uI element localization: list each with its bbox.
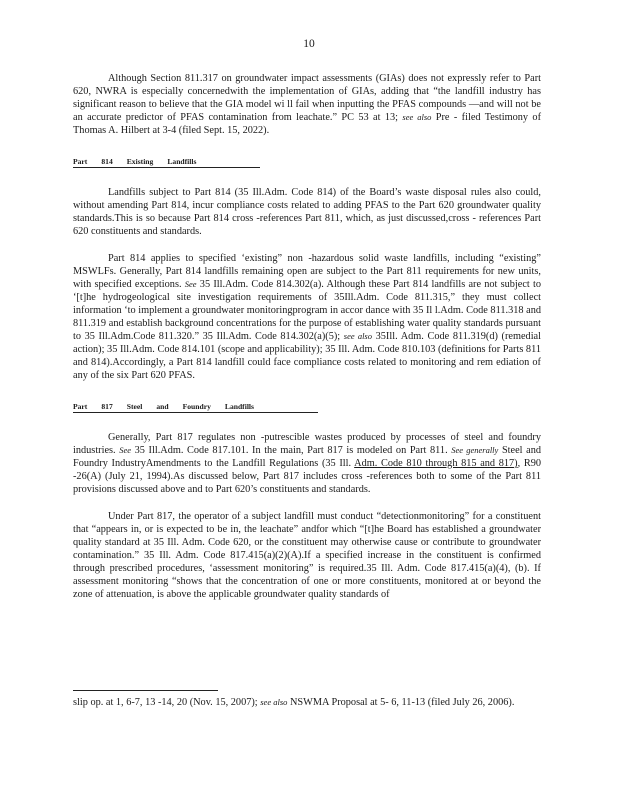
section-heading-part-817 (73, 401, 318, 413)
paragraph-text: Pre - filed Testimony of Thomas A. Hilbert at 3-4 (filed Sept. 15, 2022). (73, 112, 542, 136)
citation-signal: see also (260, 697, 288, 707)
citation-signal: See generally (451, 445, 499, 455)
heading-word: Part (73, 402, 88, 411)
heading-word: 814 (101, 157, 113, 166)
footnote (73, 696, 541, 709)
heading-word: Existing (126, 157, 154, 166)
page-number: 10 (303, 38, 315, 50)
paragraph-text: 35 Ill.Adm. Code 817.101. In the main, Part 817 is modeled on Part 811. (134, 445, 448, 456)
paragraph-text: Although Section 811.317 on groundwater impact assessments (GIAs) does not expressly refer to Part 620, NWRA is especially concernedwith the implementation of GIAs, adding that “the landfill industry has significant reason to believe that the GIA model wi ll fail when inputting the PFAS compounds —and will not be an accurate predictor of PFAS contamination from leachate.” PC 53 at 13; (73, 73, 541, 123)
heading-word: Part (73, 157, 88, 166)
heading-word: and (156, 402, 169, 411)
paragraph-text: Steel and Foundry IndustryAmendments to the Landfill Regulations (35 Ill. (73, 445, 541, 469)
footnote-separator (73, 690, 218, 691)
paragraph-text: Part 814 applies to specified ‘existing” non -hazardous solid waste landfills, including “existing” MSWLFs. Generally, Part 814 landfills remaining open are subject to the Part 811 requirements for new units, with specified exceptions. (73, 253, 541, 290)
paragraph-gia (73, 72, 541, 137)
paragraph-text: 35Ill. Adm. Code 811.319(d) (remedial action); 35 Ill.Adm. Code 814.101 (scope and applicability); 35 Ill. Adm. Code 810.103 (definitions for Parts 811 and 814).Accordingly, a Part 814 landfill could face compliance costs related to monitoring and rem ediation of any of the six Part 620 PFAS. (73, 331, 541, 381)
citation-signal: see also (402, 112, 432, 122)
paragraph-part-817-intro (73, 431, 541, 496)
paragraph-part-814-applies (73, 252, 541, 382)
heading-word: Landfills (224, 402, 254, 411)
citation-signal: See (184, 279, 197, 289)
paragraph-part-814-intro: Landfills subject to Part 814 (35 Ill.Adm. Code 814) of the Board’s waste disposal rules also could, without amending Part 814, incur compliance costs related to adding PFAS to the Part 620 groundwater quality standards.This is so because Part 814 cross -references Part 811, which, as just discussed,cross - references Part 620 constituents and standards. (73, 187, 541, 237)
citation-signal: See (119, 445, 132, 455)
heading-word: 817 (101, 402, 113, 411)
underlined-citation: Adm. Code 810 through 815 and 817) (354, 458, 518, 469)
paragraph-text: Generally, Part 817 regulates non -putrescible wastes produced by processes of steel and foundry industries. (73, 432, 541, 456)
heading-word: Landfills (167, 157, 197, 166)
section-heading-part-814 (73, 156, 260, 168)
heading-word: Steel (126, 402, 143, 411)
heading-word: Foundry (182, 402, 211, 411)
citation-signal: see also (343, 331, 372, 341)
footnote-text: NSWMA Proposal at 5- 6, 11-13 (filed July 26, 2006). (289, 697, 515, 708)
paragraph-part-817-monitoring: Under Part 817, the operator of a subject landfill must conduct “detectionmonitoring” for a constituent that “appears in, or is expected to be in, the leachate” andfor which “[t]he Board has established a groundwater quality standard at 35 Ill. Adm. Code 620, or the constituent may otherwise cause or contribute to groundwater contamination.” 35 Ill. Adm. Code 817.415(a)(2)(A).If a specified increase in the constituent is confirmed through prescribed procedures, ‘assessment monitoring” is required.35 Ill. Adm. Code 817.415(a)(4), (b). If assessment monitoring “shows that the concentration of one or more constituents, monitored at or beyond the zone of attenuation, is above the applicable groundwater quality standards of (73, 511, 541, 600)
footnote-text: slip op. at 1, 6-7, 13 -14, 20 (Nov. 15, 2007); (73, 697, 258, 708)
document-body (73, 72, 541, 615)
paragraph-text: 35 Ill.Adm. Code 814.302(a). Although these Part 814 landfills are not subject to ‘[t]he hydrogeological site investigation requirements of 35Ill.Adm. Code 811.315,” they must collect information ‘to implement a groundwater monitoringprogram in accor dance with 35 Il l.Adm. Code 811.318 and 811.319 and establish background concentrations for the purpose of establishing water quality standards pursuant to 35 Ill.Adm.Code 811.320.” 35 Ill.Adm. Code 814.302(a)(5); (73, 279, 542, 342)
paragraph-text: , R90 -26(A) (July 21, 1994).As discussed below, Part 817 includes cross -references both to some of the Part 811 provisions discussed above and to Part 620’s constituents and standards. (73, 458, 541, 495)
